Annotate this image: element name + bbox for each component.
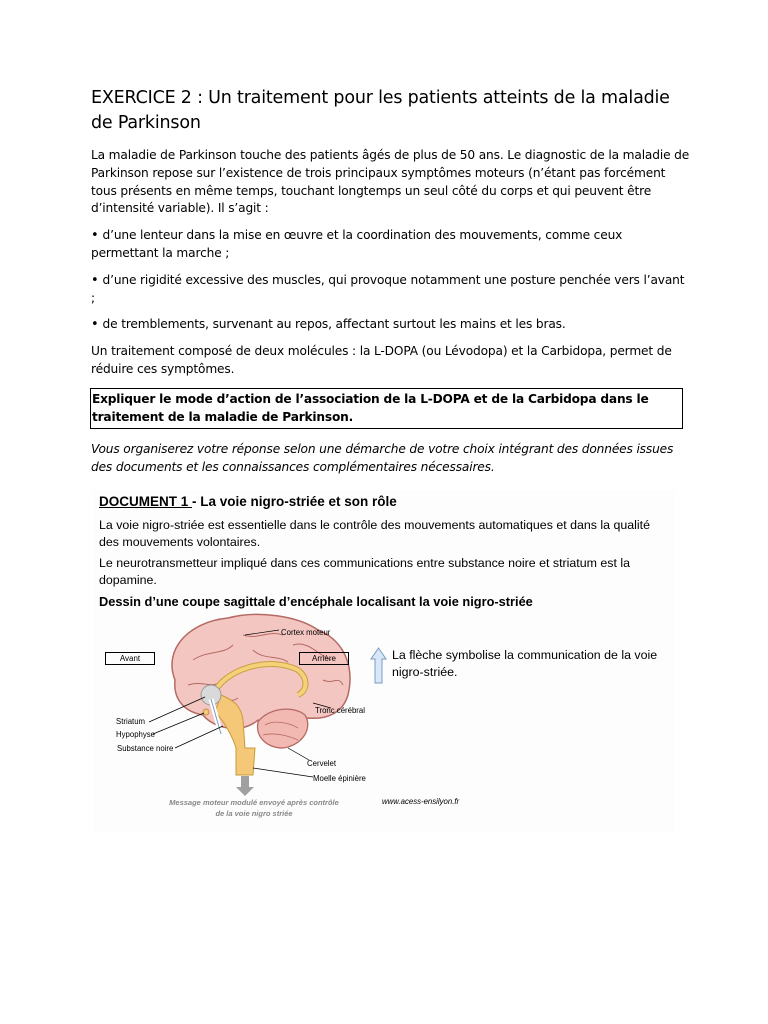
- question-box: Expliquer le mode d’action de l’association de la L-DOPA et de la Carbidopa dans le traitement de la maladie de Parkinson.: [90, 388, 683, 429]
- motor-message-caption: Message moteur modulé envoyé après contrôle de la voie nigro striée: [169, 798, 339, 818]
- bullet-text: de tremblements, survenant au repos, affectant surtout les mains et les bras.: [102, 317, 566, 332]
- bullet-icon: •: [91, 317, 99, 333]
- document-1: [93, 490, 675, 832]
- label-tronc-cerebral: Tronc cérébral: [315, 706, 365, 715]
- exercise-section: [91, 86, 691, 489]
- intro-paragraph: La maladie de Parkinson touche des patients âgés de plus de 50 ans. Le diagnostic de la maladie de Parkinson repose sur l’existence de trois principaux symptômes moteurs (n’étant pas forcément tous présents en même temps, touchant longtemps un seul côté du corps et qui peuvent être d’intensité variable). Il s’agit :: [91, 148, 690, 216]
- exercise-title: EXERCICE 2 : Un traitement pour les patients atteints de la maladie de Parkinson: [91, 88, 670, 133]
- bullet-text: d’une rigidité excessive des muscles, qui provoque notamment une posture penchée vers l’avant ;: [91, 272, 685, 305]
- label-cervelet: Cervelet: [307, 759, 337, 768]
- arrow-legend-icon: [371, 648, 386, 683]
- label-cortex-moteur: Cortex moteur: [281, 628, 331, 637]
- motor-message-arrow: [236, 776, 254, 796]
- figure-title: Dessin d’une coupe sagittale d’encéphale localisant la voie nigro-striée: [99, 594, 533, 609]
- bullet-item: [91, 316, 691, 334]
- label-moelle-epiniere: Moelle épinière: [313, 774, 366, 783]
- bullet-icon: •: [91, 228, 99, 244]
- label-hypophyse: Hypophyse: [116, 730, 156, 739]
- label-striatum: Striatum: [116, 717, 146, 726]
- label-arriere: Arrière: [299, 652, 349, 665]
- treatment-paragraph: Un traitement composé de deux molécules : la L-DOPA (ou Lévodopa) et la Carbidopa, permet de réduire ces symptômes.: [91, 344, 672, 376]
- document-title: - La voie nigro-striée et son rôle: [192, 494, 397, 509]
- label-substance-noire: Substance noire: [117, 744, 174, 753]
- document-paragraph-1: La voie nigro-striée est essentielle dans le contrôle des mouvements automatiques et dans la qualité des mouvements volontaires.: [99, 518, 651, 549]
- cerebellum-shape: [258, 709, 308, 748]
- bullet-icon: •: [91, 272, 99, 288]
- bullet-item: [91, 227, 691, 263]
- document-label: DOCUMENT 1: [99, 494, 193, 509]
- source-url: www.acess-ensilyon.fr: [382, 797, 460, 806]
- arrow-caption: La flèche symbolise la communication de la voie nigro-striée.: [392, 648, 658, 679]
- bullet-item: [91, 272, 691, 308]
- bullet-text: d’une lenteur dans la mise en œuvre et la coordination des mouvements, comme ceux permettant la marche ;: [91, 228, 623, 260]
- label-avant: Avant: [105, 652, 155, 665]
- instruction-text: Vous organiserez votre réponse selon une démarche de votre choix intégrant des données issues des documents et les connaissances complémentaires nécessaires.: [91, 441, 674, 474]
- document-paragraph-2: Le neurotransmetteur impliqué dans ces communications entre substance noire et striatum est la dopamine.: [99, 556, 631, 587]
